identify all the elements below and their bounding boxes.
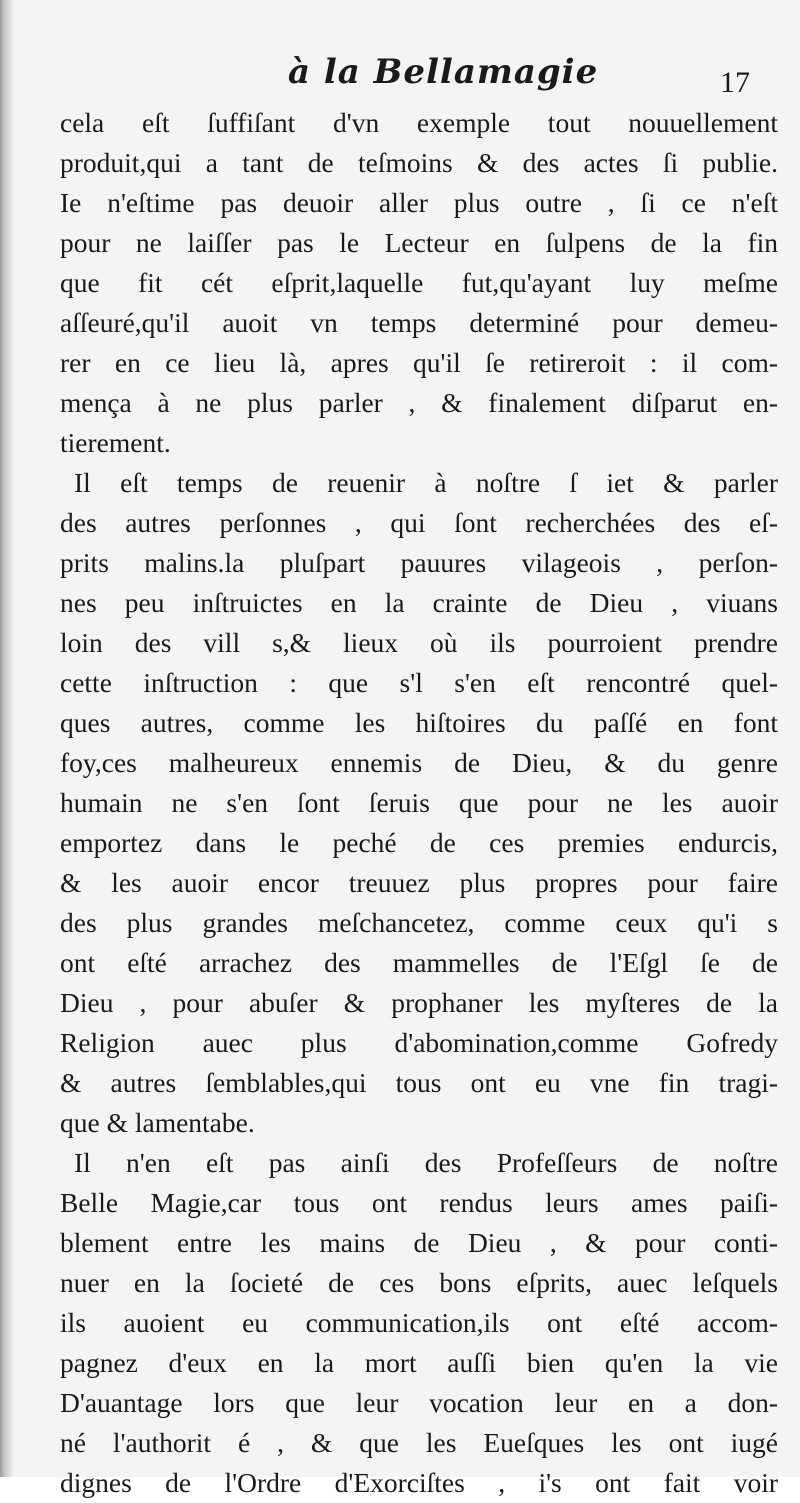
running-title: à la Bellamagie	[288, 52, 599, 92]
text-line: nuer en la ſocieté de ces bons eſprits, auec leſquels	[60, 1267, 778, 1298]
text-line: produit,qui a tant de teſmoins & des actes ſi publie.	[60, 147, 778, 178]
text-line: Religion auec plus d'abomination,comme Gofredy	[60, 1027, 778, 1058]
text-line: humain ne s'en ſont ſeruis que pour ne les auoir	[60, 787, 778, 818]
text-line: blement entre les mains de Dieu , & pour conti-	[60, 1227, 778, 1258]
text-line: aſſeuré,qu'il auoit vn temps determiné pour demeu-	[60, 307, 778, 338]
text-line: ils auoient eu communication,ils ont eſté accom-	[60, 1307, 778, 1338]
text-line: emportez dans le peché de ces premies endurcis,	[60, 827, 778, 858]
text-line: ont eſté arrachez des mammelles de l'Eſgl ſe de	[60, 947, 778, 978]
page-number: 17	[720, 66, 750, 99]
text-line: né l'authorit é , & que les Eueſques les ont iugé	[60, 1427, 778, 1458]
text-line: des plus grandes meſchancetez, comme ceux qu'i s	[60, 907, 778, 938]
text-line: D'auantage lors que leur vocation leur en a don-	[60, 1387, 778, 1418]
text-line: tierement.	[60, 427, 171, 458]
text-line: foy,ces malheureux ennemis de Dieu, & du genre	[60, 747, 778, 778]
text-line: Il eſt temps de reuenir à noſtre ſ iet & parler	[74, 467, 778, 498]
text-line: & les auoir encor treuuez plus propres pour faire	[60, 867, 778, 898]
text-line: loin des vill s,& lieux où ils pourroient prendre	[60, 627, 778, 658]
text-line: nes peu inſtruictes en la crainte de Dieu , viuans	[60, 587, 778, 618]
body-text	[60, 103, 778, 1503]
text-line: ques autres, comme les hiſtoires du paſſé en font	[60, 707, 778, 738]
text-line: des autres perſonnes , qui ſont recherchées des eſ-	[60, 507, 778, 538]
text-line: pagnez d'eux en la mort auſſi bien qu'en la vie	[60, 1347, 778, 1378]
running-head	[0, 52, 800, 102]
text-line: pour ne laiſſer pas le Lecteur en ſulpens de la fin	[60, 227, 778, 258]
page-binding-edge	[0, 0, 14, 1477]
text-line: cette inſtruction : que s'l s'en eſt rencontré quel-	[60, 667, 778, 698]
text-line: rer en ce lieu là, apres qu'il ſe retireroit : il com-	[60, 347, 778, 378]
text-line: Ie n'eſtime pas deuoir aller plus outre , ſi ce n'eſt	[60, 187, 778, 218]
text-line: dignes de l'Ordre d'Exorciſtes , i's ont fait voir	[60, 1467, 778, 1498]
text-line: que fit cét eſprit,laquelle fut,qu'ayant luy meſme	[60, 267, 778, 298]
text-line: cela eſt ſuffiſant d'vn exemple tout nouuellement	[60, 107, 778, 138]
text-line: Belle Magie,car tous ont rendus leurs ames paiſi-	[60, 1187, 778, 1218]
text-line: que & lamentabe.	[60, 1107, 255, 1138]
text-line: mença à ne plus parler , & finalement diſparut en-	[60, 387, 778, 418]
text-line: Il n'en eſt pas ainſi des Profeſſeurs de noſtre	[74, 1147, 778, 1178]
text-line: prits malins.la pluſpart pauures vilageois , perſon-	[60, 547, 778, 578]
text-line: & autres ſemblables,qui tous ont eu vne fin tragi-	[60, 1067, 778, 1098]
text-line: Dieu , pour abuſer & prophaner les myſteres de la	[60, 987, 778, 1018]
